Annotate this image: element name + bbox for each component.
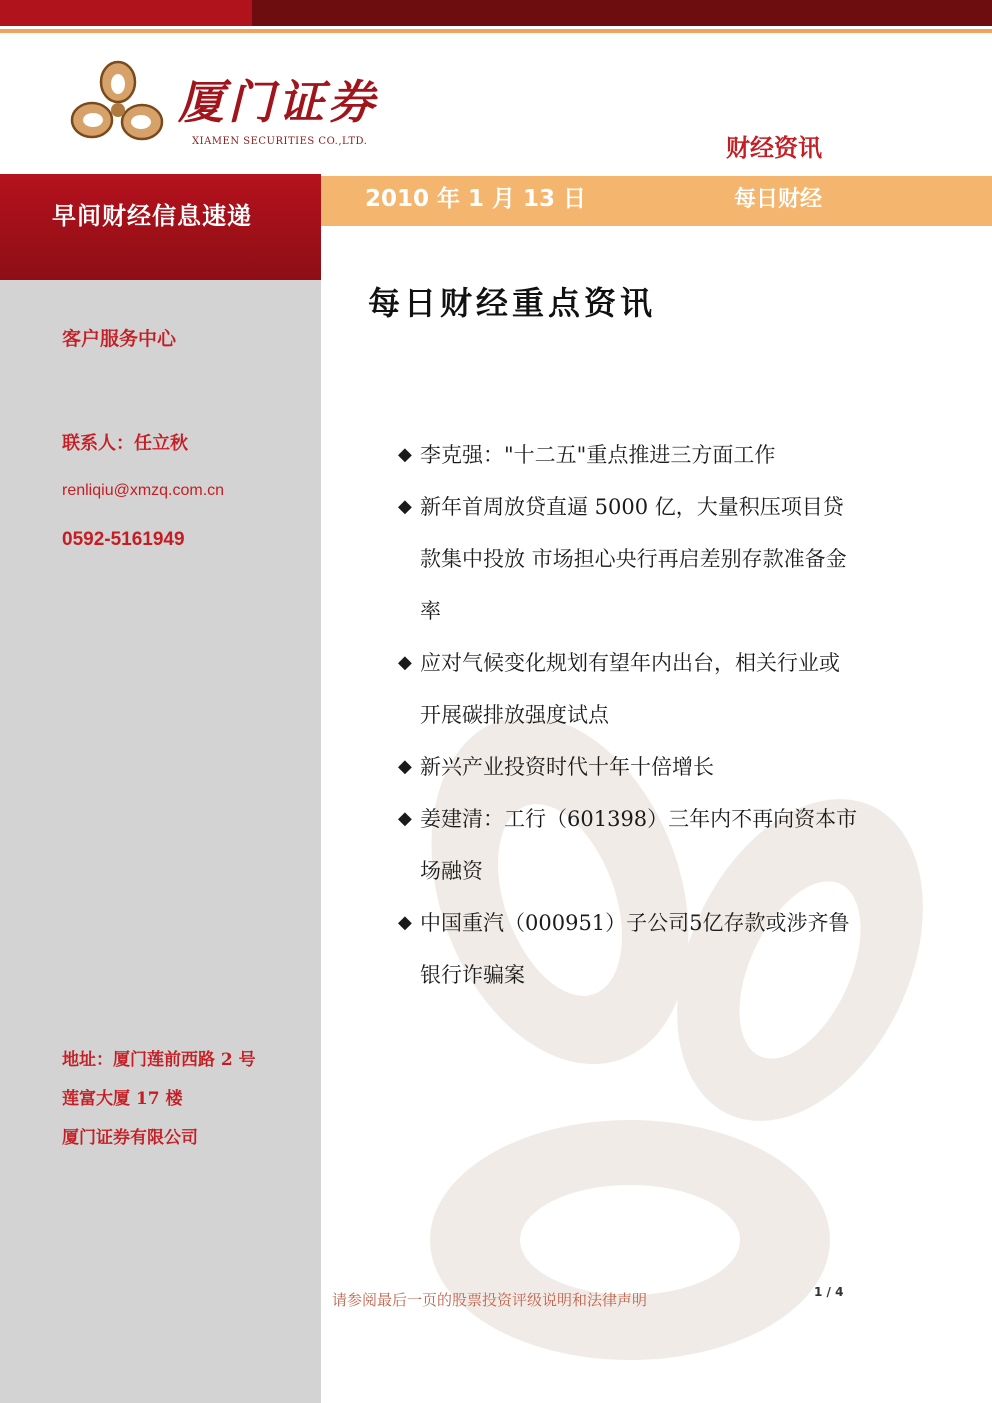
banner-title: 早间财经信息速递 <box>52 202 252 230</box>
address-line-2: 莲富大厦 17 楼 <box>62 1089 183 1109</box>
diamond-bullet-icon: ◆ <box>398 496 412 517</box>
news-text: 新年首周放贷直逼 5000 亿，大量积压项目贷款集中投放 市场担心央行再启差别存款准备金率 <box>420 495 847 623</box>
diamond-bullet-icon: ◆ <box>398 652 412 673</box>
diamond-bullet-icon: ◆ <box>398 756 412 777</box>
brand-name-english: XIAMEN SECURITIES CO.,LTD. <box>192 136 368 147</box>
news-text: 李克强："十二五"重点推进三方面工作 <box>420 443 776 467</box>
news-text: 新兴产业投资时代十年十倍增长 <box>420 755 714 779</box>
diamond-bullet-icon: ◆ <box>398 444 412 465</box>
company-logo-icon <box>68 58 168 154</box>
page-number: 1 / 4 <box>814 1285 844 1299</box>
news-item <box>398 429 858 481</box>
address-line-1: 地址：厦门莲前西路 2 号 <box>62 1050 256 1070</box>
top-accent-line <box>0 29 992 33</box>
section-label: 财经资讯 <box>726 134 822 162</box>
news-text: 中国重汽（000951）子公司5亿存款或涉齐鲁银行诈骗案 <box>420 911 850 987</box>
contact-phone: 0592-5161949 <box>62 529 185 550</box>
news-item <box>398 793 858 897</box>
top-bar-red <box>0 0 252 26</box>
news-text: 姜建清：工行（601398）三年内不再向资本市场融资 <box>420 807 858 883</box>
news-text: 应对气候变化规划有望年内出台，相关行业或开展碳排放强度试点 <box>420 651 840 727</box>
top-bar-dark <box>252 0 992 26</box>
contact-person: 联系人：任立秋 <box>62 433 188 454</box>
news-item <box>398 897 858 1001</box>
news-item <box>398 481 858 637</box>
sidebar <box>0 174 321 1403</box>
report-date: 2010 年 1 月 13 日 <box>365 186 587 212</box>
news-item <box>398 637 858 741</box>
page-headline: 每日财经重点资讯 <box>368 284 657 322</box>
brand-name-chinese: 厦门证券 <box>178 75 378 129</box>
contact-email[interactable]: renliqiu@xmzq.com.cn <box>62 482 225 499</box>
service-center-label: 客户服务中心 <box>62 328 177 350</box>
report-category: 每日财经 <box>734 187 823 212</box>
news-list <box>398 429 858 1001</box>
company-name: 厦门证券有限公司 <box>62 1128 198 1148</box>
diamond-bullet-icon: ◆ <box>398 808 412 829</box>
disclaimer-note: 请参阅最后一页的股票投资评级说明和法律声明 <box>332 1291 648 1309</box>
news-item <box>398 741 858 793</box>
diamond-bullet-icon: ◆ <box>398 912 412 933</box>
